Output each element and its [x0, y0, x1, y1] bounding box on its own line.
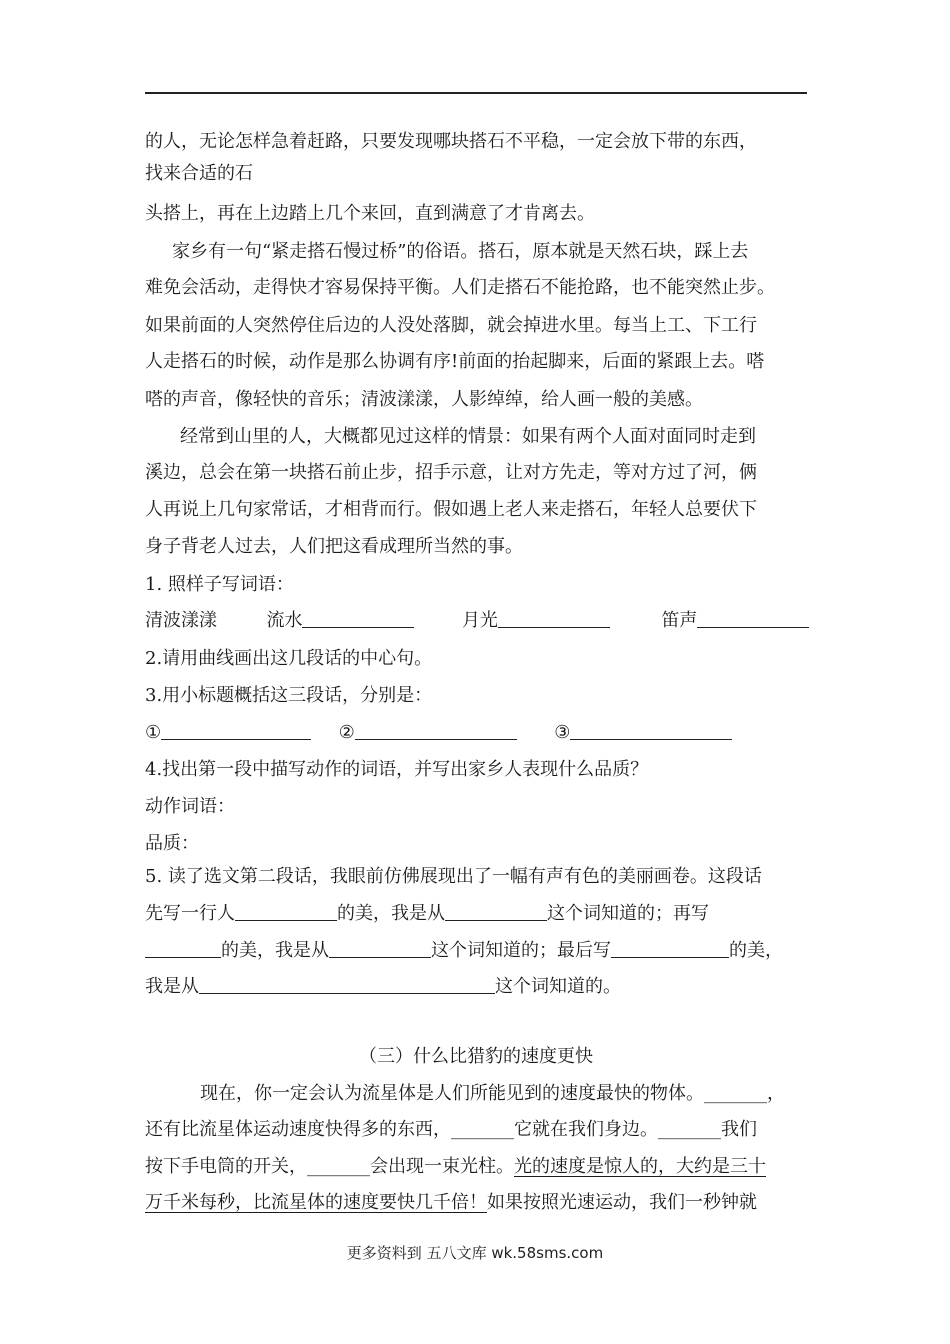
question-4-actions: 动作词语： — [145, 796, 235, 817]
passage-line: 家乡有一句“紧走搭石慢过桥”的俗语。搭石，原本就是天然石块，踩上去 — [172, 241, 749, 262]
text: 的美，我是从 — [221, 940, 329, 961]
question-5-line — [145, 900, 825, 928]
answer-blank[interactable] — [445, 902, 547, 921]
passage-line: 人走搭石的时候，动作是那么协调有序!前面的抬起脚来，后面的紧跟上去。嗒 — [145, 351, 765, 372]
question-1-row — [145, 607, 825, 635]
answer-blank[interactable] — [498, 609, 610, 628]
text: 如果按照光速运动，我们一秒钟就 — [487, 1192, 757, 1213]
answer-blank[interactable] — [355, 721, 517, 740]
question-4-quality: 品质： — [145, 833, 199, 854]
underlined-text: 光的速度是惊人的，大约是三十 — [514, 1156, 766, 1177]
example-word: 清波漾漾 — [145, 610, 217, 631]
answer-blank[interactable] — [611, 939, 729, 958]
footer-link[interactable]: 更多资料到 五八文库 wk.58sms.com — [346, 1244, 604, 1262]
text: 这个词知道的。 — [495, 976, 621, 997]
passage-line: 如果前面的人突然停住后边的人没处落脚，就会掉进水里。每当上工、下工行 — [145, 315, 757, 336]
passage-line: 头搭上，再在上边踏上几个来回，直到满意了才肯离去。 — [145, 203, 595, 224]
text: 我是从 — [145, 976, 199, 997]
question-1: 1. 照样子写词语： — [145, 574, 294, 595]
question-5-line — [145, 937, 825, 965]
circled-number: ① — [145, 722, 162, 743]
answer-blank[interactable] — [302, 609, 414, 628]
text: 的美， — [729, 940, 783, 961]
text: 的美，我是从 — [337, 903, 445, 924]
section-title: （三）什么比猎豹的速度更快 — [359, 1046, 593, 1067]
circled-number: ③ — [554, 722, 571, 743]
answer-blank[interactable] — [199, 975, 495, 994]
text: 先写一行人 — [145, 903, 235, 924]
passage-line: 嗒的声音，像轻快的音乐；清波漾漾，人影绰绰，给人画一般的美感。 — [145, 389, 703, 410]
passage-line: 现在，你一定会认为流星体是人们所能见到的速度最快的物体。_______， — [200, 1083, 785, 1104]
passage-line: 难免会活动，走得快才容易保持平衡。人们走搭石不能抢路，也不能突然止步。 — [145, 277, 775, 298]
question-5-line — [145, 973, 825, 1001]
passage-line: 还有比流星体运动速度快得多的东西，_______它就在我们身边。_______我们 — [145, 1119, 757, 1140]
passage-line — [145, 1189, 825, 1217]
question-2: 2.请用曲线画出这几段话的中心句。 — [145, 648, 433, 669]
circled-number: ② — [338, 722, 355, 743]
passage-line: 人再说上几句家常话，才相背而行。假如遇上老人来走搭石，年轻人总要伏下 — [145, 499, 757, 520]
passage-line: 经常到山里的人，大概都见过这样的情景：如果有两个人面对面同时走到 — [180, 426, 756, 447]
answer-blank[interactable] — [697, 609, 809, 628]
word-prompt: 流水 — [266, 610, 303, 631]
header-rule — [145, 92, 807, 94]
word-prompt: 月光 — [461, 610, 498, 631]
text: 这个词知道的；最后写 — [431, 940, 611, 961]
passage-line — [145, 1153, 825, 1181]
passage-line: 身子背老人过去，人们把这看成理所当然的事。 — [145, 536, 523, 557]
word-prompt: 笛声 — [661, 610, 698, 631]
answer-blank[interactable] — [570, 721, 732, 740]
answer-blank[interactable] — [329, 939, 431, 958]
question-3-row — [145, 719, 825, 747]
underlined-text: 万千米每秒，比流星体的速度要快几千倍！ — [145, 1192, 487, 1213]
passage-line: 溪边，总会在第一块搭石前止步，招手示意，让对方先走，等对方过了河，俩 — [145, 462, 757, 483]
answer-blank[interactable] — [145, 939, 221, 958]
answer-blank[interactable] — [161, 721, 311, 740]
answer-blank[interactable] — [235, 902, 337, 921]
question-4: 4.找出第一段中描写动作的词语，并写出家乡人表现什么品质？ — [145, 759, 649, 780]
question-3: 3.用小标题概括这三段话，分别是： — [145, 685, 433, 706]
passage-line: 找来合适的石 — [145, 163, 253, 184]
text: 按下手电筒的开关，_______会出现一束光柱。 — [145, 1156, 514, 1177]
question-5: 5. 读了选文第二段话，我眼前仿佛展现出了一幅有声有色的美丽画卷。这段话 — [145, 866, 762, 887]
text: 这个词知道的；再写 — [547, 903, 709, 924]
passage-line: 的人，无论怎样急着赶路，只要发现哪块搭石不平稳，一定会放下带的东西， — [145, 131, 757, 152]
